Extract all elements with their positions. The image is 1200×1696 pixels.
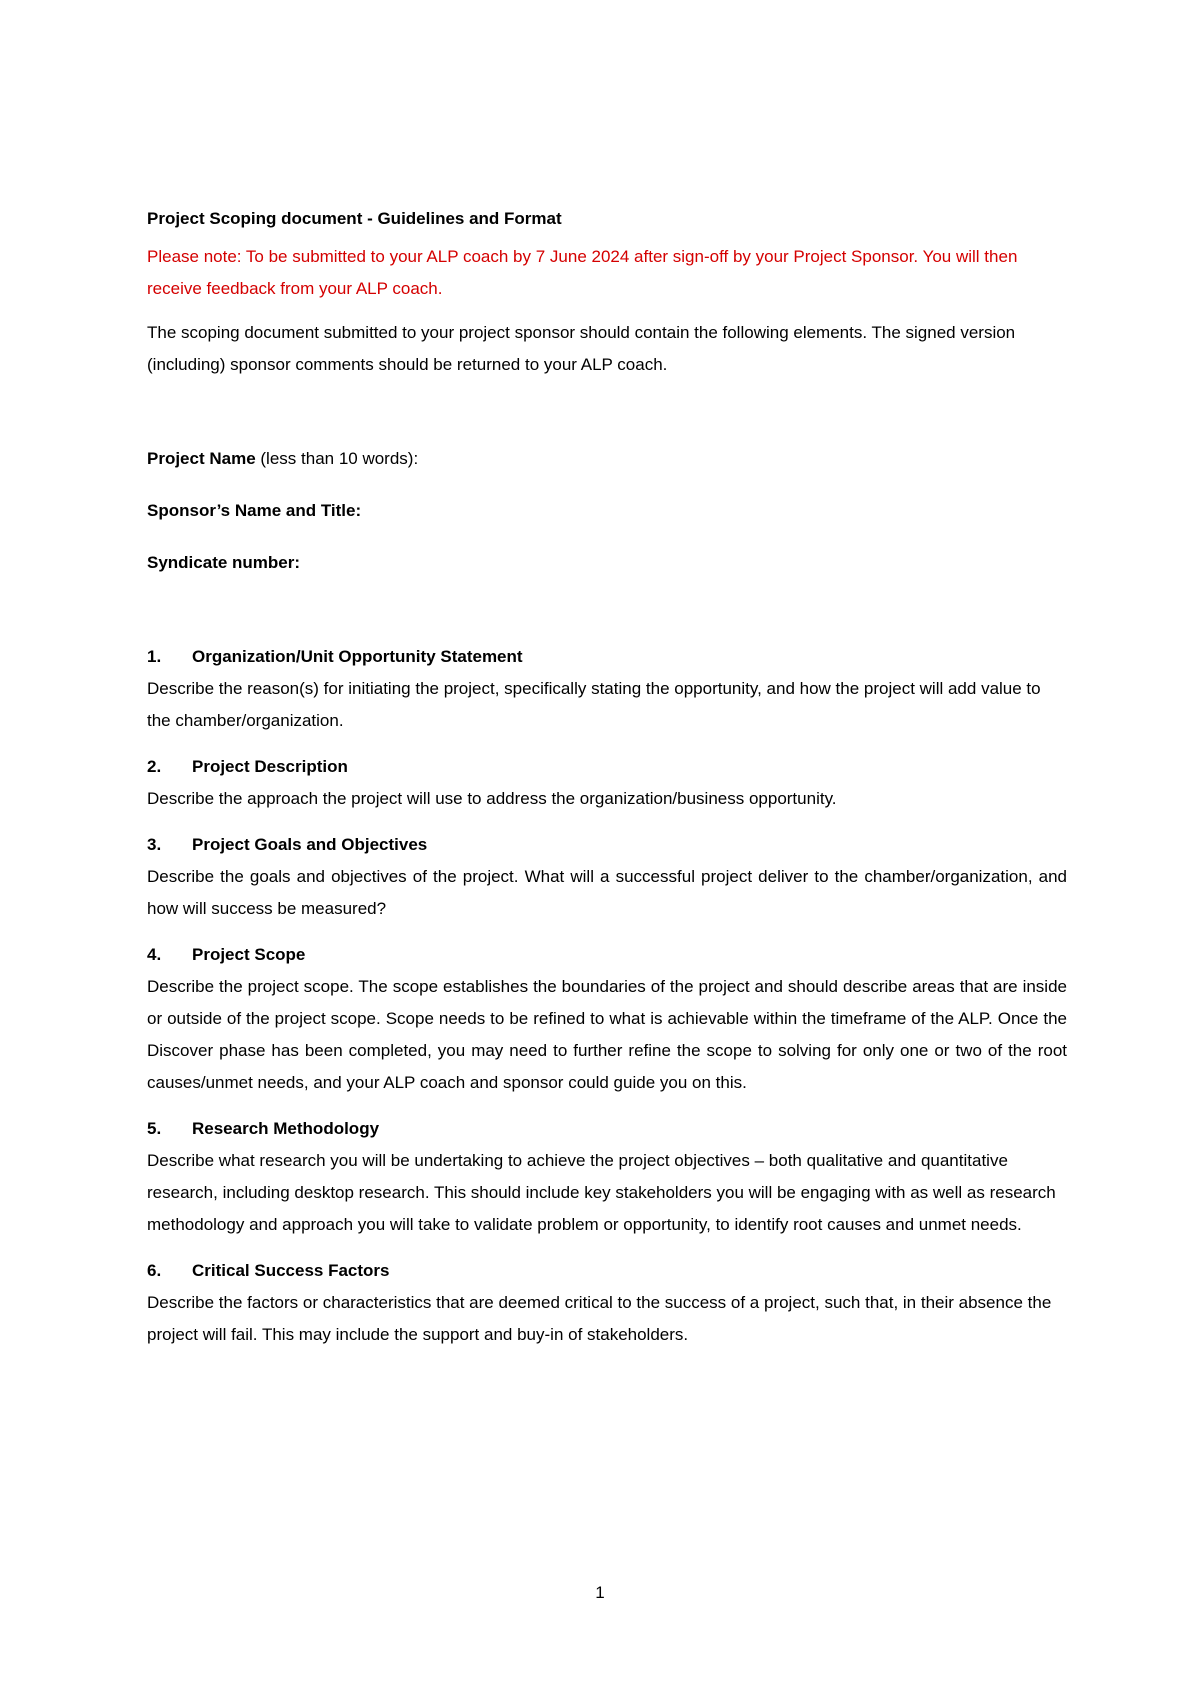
section-body: Describe the approach the project will use to address the organization/business opportunity. bbox=[147, 789, 837, 808]
section-heading bbox=[147, 751, 1067, 783]
intro-paragraph: The scoping document submitted to your project sponsor should contain the following elements. The signed version (including) sponsor comments should be returned to your ALP coach. bbox=[147, 323, 1016, 374]
section-number: 6. bbox=[147, 1261, 162, 1280]
section-number: 5. bbox=[147, 1119, 162, 1138]
section-heading bbox=[147, 1113, 1067, 1145]
section-title: Project Description bbox=[192, 757, 348, 776]
document-content bbox=[147, 203, 1067, 1365]
section-heading bbox=[147, 939, 1067, 971]
section-heading bbox=[147, 829, 1067, 861]
section-goals-objectives bbox=[147, 829, 1067, 925]
section-title: Research Methodology bbox=[192, 1119, 380, 1138]
section-body: Describe what research you will be undertaking to achieve the project objectives – both qualitative and quantitative research, including desktop research. This should include key stakeholders you will be engaging with as well as research methodology and approach you will take to validate problem or opportunity, to identify root causes and unmet needs. bbox=[147, 1151, 1056, 1234]
section-body: Describe the factors or characteristics that are deemed critical to the success of a project, such that, in their absence the project will fail. This may include the support and buy-in of stakeholders. bbox=[147, 1293, 1052, 1344]
section-project-description bbox=[147, 751, 1067, 815]
section-title: Organization/Unit Opportunity Statement bbox=[192, 647, 523, 666]
section-number: 1. bbox=[147, 647, 162, 666]
section-body: Describe the project scope. The scope establishes the boundaries of the project and should describe areas that are inside or outside of the project scope. Scope needs to be refined to what is achievable within the timeframe of the ALP. Once the Discover phase has been completed, you may need to further refine the scope to solving for only one or two of the root causes/unmet needs, and your ALP coach and sponsor could guide you on this. bbox=[147, 977, 1067, 1092]
page-number: 1 bbox=[595, 1583, 605, 1602]
submission-note: Please note: To be submitted to your ALP coach by 7 June 2024 after sign-off by your Project Sponsor. You will then receive feedback from your ALP coach. bbox=[147, 247, 1018, 298]
section-title: Project Goals and Objectives bbox=[192, 835, 428, 854]
field-project-name-label: Project Name bbox=[147, 449, 256, 468]
section-critical-success-factors bbox=[147, 1255, 1067, 1351]
section-number: 2. bbox=[147, 757, 162, 776]
document-title: Project Scoping document - Guidelines and Format bbox=[147, 209, 562, 228]
section-project-scope bbox=[147, 939, 1067, 1099]
field-syndicate-number-label: Syndicate number: bbox=[147, 553, 301, 572]
field-sponsor-name-label: Sponsor’s Name and Title: bbox=[147, 501, 362, 520]
section-body: Describe the reason(s) for initiating the project, specifically stating the opportunity, and how the project will add value to the chamber/organization. bbox=[147, 679, 1041, 730]
section-heading bbox=[147, 641, 1067, 673]
section-title: Project Scope bbox=[192, 945, 306, 964]
field-syndicate-number bbox=[147, 547, 1067, 579]
section-title: Critical Success Factors bbox=[192, 1261, 390, 1280]
section-number: 4. bbox=[147, 945, 162, 964]
section-body: Describe the goals and objectives of the project. What will a successful project deliver to the chamber/organization, and how will success be measured? bbox=[147, 867, 1067, 918]
section-research-methodology bbox=[147, 1113, 1067, 1241]
field-project-name-suffix: (less than 10 words): bbox=[255, 449, 419, 468]
section-number: 3. bbox=[147, 835, 162, 854]
section-opportunity-statement bbox=[147, 641, 1067, 737]
field-sponsor-name bbox=[147, 495, 1067, 527]
field-project-name bbox=[147, 443, 1067, 475]
section-heading bbox=[147, 1255, 1067, 1287]
